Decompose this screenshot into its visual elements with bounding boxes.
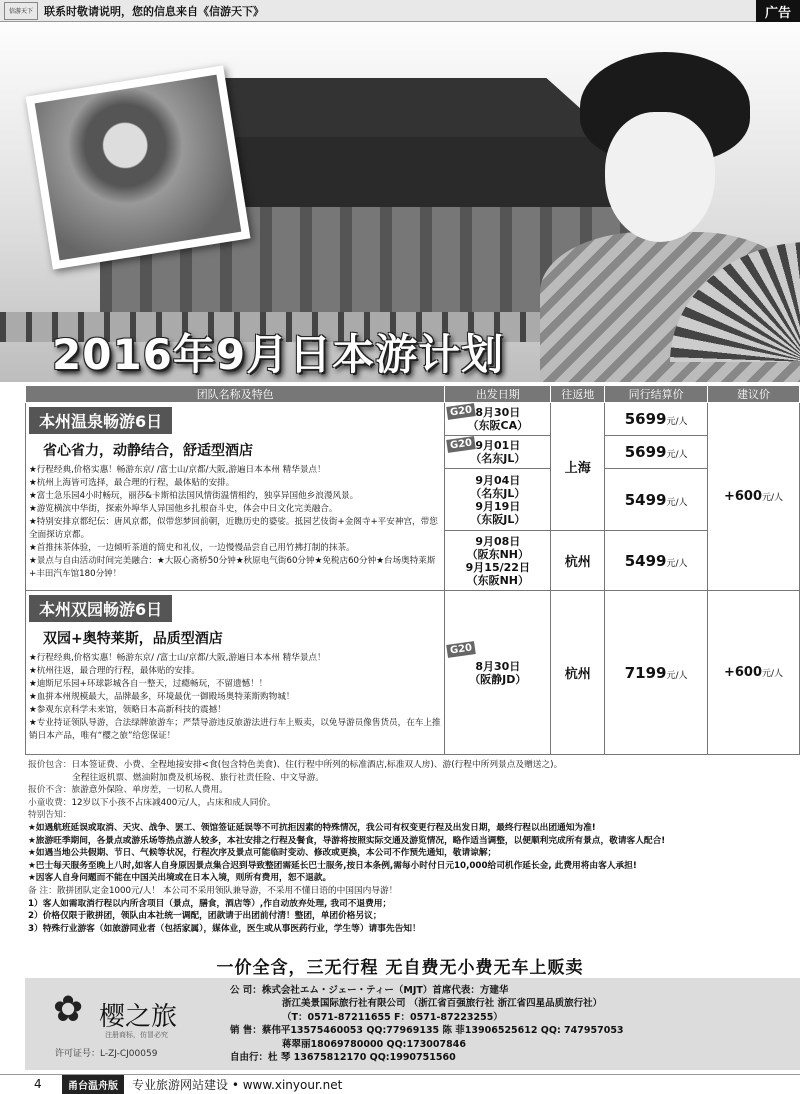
departure-date: G20 8月30日 （阪静JD） [445,591,551,755]
child-fee-text: 12岁以下小孩不占床减400元/人，占床和成人同价。 [71,797,276,808]
remark-text: 散拼团队定金1000元/人！ 本公司不采用领队兼导游，不采用不懂日语的中国国内导游！ [56,885,398,896]
suggest-price: +600元/人 [708,591,800,755]
route-1-feature: ★富士急乐园4小时畅玩，丽莎&卡斯柏法国风情街温情相约，独享异国他乡浪漫风景。 [29,491,359,501]
suggest-price: +600元/人 [708,403,800,591]
phone-fax: （T：0571-87211655 F：0571-87223255） [282,1011,503,1023]
route-2-subtitle: 双园+奥特莱斯，品质型酒店 [43,631,223,647]
col-header-name: 团队名称及特色 [26,386,445,403]
special-notice-item: ★如遇当地公共假期、节日、气候等状况，行程次序及景点可能临时变动、修改或更换，本公司不作预先通知，敬请谅解； [28,848,497,859]
price-cell: 5499元/人 [605,469,708,531]
brand-tagline: 注册商标，仿冒必究 [105,1031,168,1039]
tour-notes: 报价包含：日本签证费、小费、全程地接安排<食(包含特色美食)、住(行程中所列的标准酒店,标准双人房)、游(行程中所列景点及赠送之)。 全程往返机票、燃油附加费及机场税、旅行社责任险、中文导游。 报价不含：旅游意外保险、单房差，一切私人费用。 小童收费：12岁以下小孩不占床减400元/人，占床和成人同价。 特别告知： ★如遇航班延误或取消、天灾、战争、罢工、领馆签证延误等不可抗拒因素的特殊情况，我公司有权变更行程及出发日期，最终行程以出团通知为准! ★旅游旺季期间，各景点或游乐场等热点游人较多，本社安排之行程及餐食，导游将按照实际交通及游览情况，略作适当调整，以便顺利完成所有景点，敬请客人配合! ★如遇当地公共假期、节日、气候等状况，行程次序及景点可能临时变动、修改或更换，本公司不作预先通知，敬请谅解； ★巴士每天服务至晚上八时,如客人自身原因景点集合迟到导致整团需延长巴士服务,按日本条例,需每小时付日元10,000给司机作延长金, 此费用将由客人承担! ★因客人自身问题而不能在中国关出境或在日本入境，则所有费用，恕不退款。 备 注：散拼团队定金1000元/人！ 本公司不采用领队兼导游，不采用不懂日语的中国国内导游！ 1）客人如需取消行程以内所含项目（景点，膳食，酒店等）,作自动放弃处理, 我司不退费用； 2）价格仅限于散拼团，领队由本社统一调配，团款请于出团前付清！整团，单团价格另议； 3）特殊行业游客（如旅游同业者（包括家属），媒体业，医生或从事医药行业，学生等）请事先告知！ [28,759,800,935]
departure-date: 9月08日 （阪东NH） 9月15/22日 （东阪NH） [445,531,551,591]
sakura-icon: ✿ [53,989,84,1030]
special-notice-item: ★巴士每天服务至晚上八时,如客人自身原因景点集合迟到导致整团需延长巴士服务,按日本条例,需每小时付日元10,000给司机作延长金, 此费用将由客人承担! [28,860,637,871]
route-2-feature: ★专业持证领队导游，合法绿牌旅游车；严禁导游违反旅游法进行车上贩卖，以免导游员像售货员，在车上推销日本产品，唯有“樱之旅”给您保证！ [29,718,441,741]
route-2-feature: ★血拼本州规模最大，品牌最多，环境最优一御殿场奥特莱斯购物城！ [29,692,295,702]
departure-city: 上海 [551,403,605,531]
company-line: 株式会社エム・ジェー・ティー（MJT）首席代表：方建华 [261,985,509,996]
brand-name: 樱之旅 [99,1002,178,1032]
table-header-row [26,386,800,403]
special-notice-item: ★旅游旺季期间，各景点或游乐场等热点游人较多，本社安排之行程及餐食，导游将按照实际交通及游览情况，略作适当调整，以便顺利完成所有景点，敬请客人配合! [28,835,666,846]
departure-date: G20 9月01日 （名东JL） [445,436,551,469]
route-1-name: 本州温泉畅游6日 [29,407,172,434]
price-cell: 7199元/人 [605,591,708,755]
col-header-date: 出发日期 [445,386,551,403]
brand-logo [43,986,213,1066]
website-text: 专业旅游网站建设 • www.xinyour.net [132,1077,343,1092]
excludes-text: 旅游意外保险、单房差，一切私人费用。 [71,785,228,796]
departure-city: 杭州 [551,591,605,755]
tour-plan-table [25,385,800,755]
col-header-price: 同行结算价 [605,386,708,403]
contact-notice: 联系时敬请说明，您的信息来自《信游天下》 [44,4,264,18]
price-cell: 5699元/人 [605,436,708,469]
route-1-cell [26,403,445,591]
route-1-feature: ★首推抹茶体验，一边倾听茶道的简史和礼仪，一边慢慢品尝自己用竹拂打制的抹茶。 [29,543,355,553]
hero-title: 2016年9月日本游计划 [52,330,505,379]
route-2-feature: ★行程经典,价格实惠！畅游东京/ /富士山/京都/大阪,游遍日本本州 精华景点！ [29,653,326,663]
onsen-photo [26,65,251,269]
route-2-feature: ★迪斯尼乐园+环球影城各自一整天，过瘾畅玩，不留遗憾！！ [29,679,268,689]
route-2-feature: ★参观东京科学未来馆，领略日本高新科技的震撼！ [29,705,226,715]
remark-item: 1）客人如需取消行程以内所含项目（景点，膳食，酒店等）,作自动放弃处理, 我司不退费用； [28,898,392,909]
departure-city: 杭州 [551,531,605,591]
license-number: 许可证号：L-ZJ-CJ00059 [55,1049,158,1059]
hero-banner [0,22,800,382]
top-bar [0,0,800,22]
slogan: 一价全含，三无行程 无自费无小费无车上贩卖 [216,958,584,978]
remark-item: 2）价格仅限于散拼团，领队由本社统一调配，团款请于出团前付清！整团，单团价格另议； [28,911,382,922]
sales-contact: 蒋翠丽18069780000 QQ:173007846 [282,1038,466,1050]
route-1-feature: ★杭州上海皆可选择，最合理的行程，最体贴的安排。 [29,478,235,488]
route-1-feature: ★游览横滨中华街，探索外埠华人异国他乡扎根奋斗史，体会中日文化完美融合。 [29,504,338,514]
contact-info: 公 司：株式会社エム・ジェー・ティー（MJT）首席代表：方建华 浙江美景国际旅行社有限公司 （浙江省百强旅行社 浙江省四星品质旅行社） （T：0571-87211655 F：0571-87223255） 销 售：蔡伟平13575460053 QQ:77969135 陈 菲13906525612 QQ: 747957053 蒋翠丽18069780000 QQ:173007846 自由行：杜 琴 13675812170 QQ:1990751560 [230,985,624,1064]
route-1-subtitle: 省心省力，动静结合，舒适型酒店 [43,443,253,459]
ad-tag: 广告 [756,0,800,22]
includes-text: 日本签证费、小费、全程地接安排<食(包含特色美食)、住(行程中所列的标准酒店,标准双人房)、游(行程中所列景点及赠送之)。 [71,760,563,770]
route-2-cell [26,591,445,755]
price-cell: 5699元/人 [605,403,708,436]
geisha-image [540,42,800,382]
price-cell: 5499元/人 [605,531,708,591]
g20-badge: G20 [447,436,477,453]
table-row [26,591,800,755]
sales-contact: 蔡伟平13575460053 QQ:77969135 陈 菲13906525612 QQ: 747957053 [261,1025,624,1037]
edition-badge: 甬台温舟版 [62,1075,124,1094]
col-header-city: 往返地 [551,386,605,403]
departure-date: 9月04日 （名东JL） 9月19日 （东阪JL） [445,469,551,531]
table-row [26,403,800,436]
special-notice-label: 特别告知： [28,810,72,821]
page-number: 4 [34,1077,42,1091]
bottom-bar [0,1074,800,1093]
self-travel-contact: 杜 琴 13675812170 QQ:1990751560 [268,1052,456,1064]
g20-badge: G20 [447,641,477,658]
g20-badge: G20 [447,403,477,420]
route-2-feature: ★杭州往返，最合理的行程，最体贴的安排。 [29,666,200,676]
includes-text-2: 全程往返机票、燃油附加费及机场税、旅行社责任险、中文导游。 [72,772,324,783]
special-notice-item: ★如遇航班延误或取消、天灾、战争、罢工、领馆签证延误等不可抗拒因素的特殊情况，我公司有权变更行程及出发日期，最终行程以出团通知为准! [28,822,596,833]
company-line: 浙江美景国际旅行社有限公司 （浙江省百强旅行社 浙江省四星品质旅行社） [282,998,603,1010]
route-2-name: 本州双园畅游6日 [29,595,172,622]
route-1-feature: ★特别安排京都纪伝：唐风京都，似带您梦回前朝，近瞧历史的婆娑。抵园艺伎街+金阁寺+平安神宫，带您全面探访京都。 [29,517,438,540]
col-header-suggest: 建议价 [708,386,800,403]
route-1-feature: ★景点与自由活动时间完美融合：★大阪心斋桥50分钟★秋原电气街60分钟★免税店60分钟★台场奥特莱斯+丰田汽车馆180分钟！ [29,556,436,579]
route-1-feature: ★行程经典,价格实惠！畅游东京/ /富士山/京都/大阪,游遍日本本州 精华景点！ [29,465,326,475]
footer-contact [25,978,800,1070]
departure-date: G20 8月30日 （东阪CA） [445,403,551,436]
remark-item: 3）特殊行业游客（如旅游同业者（包括家属），媒体业，医生或从事医药行业，学生等）请事先告知！ [28,923,421,934]
special-notice-item: ★因客人自身问题而不能在中国关出境或在日本入境，则所有费用，恕不退款。 [28,873,332,884]
publication-logo: 信游天下 [4,2,38,20]
